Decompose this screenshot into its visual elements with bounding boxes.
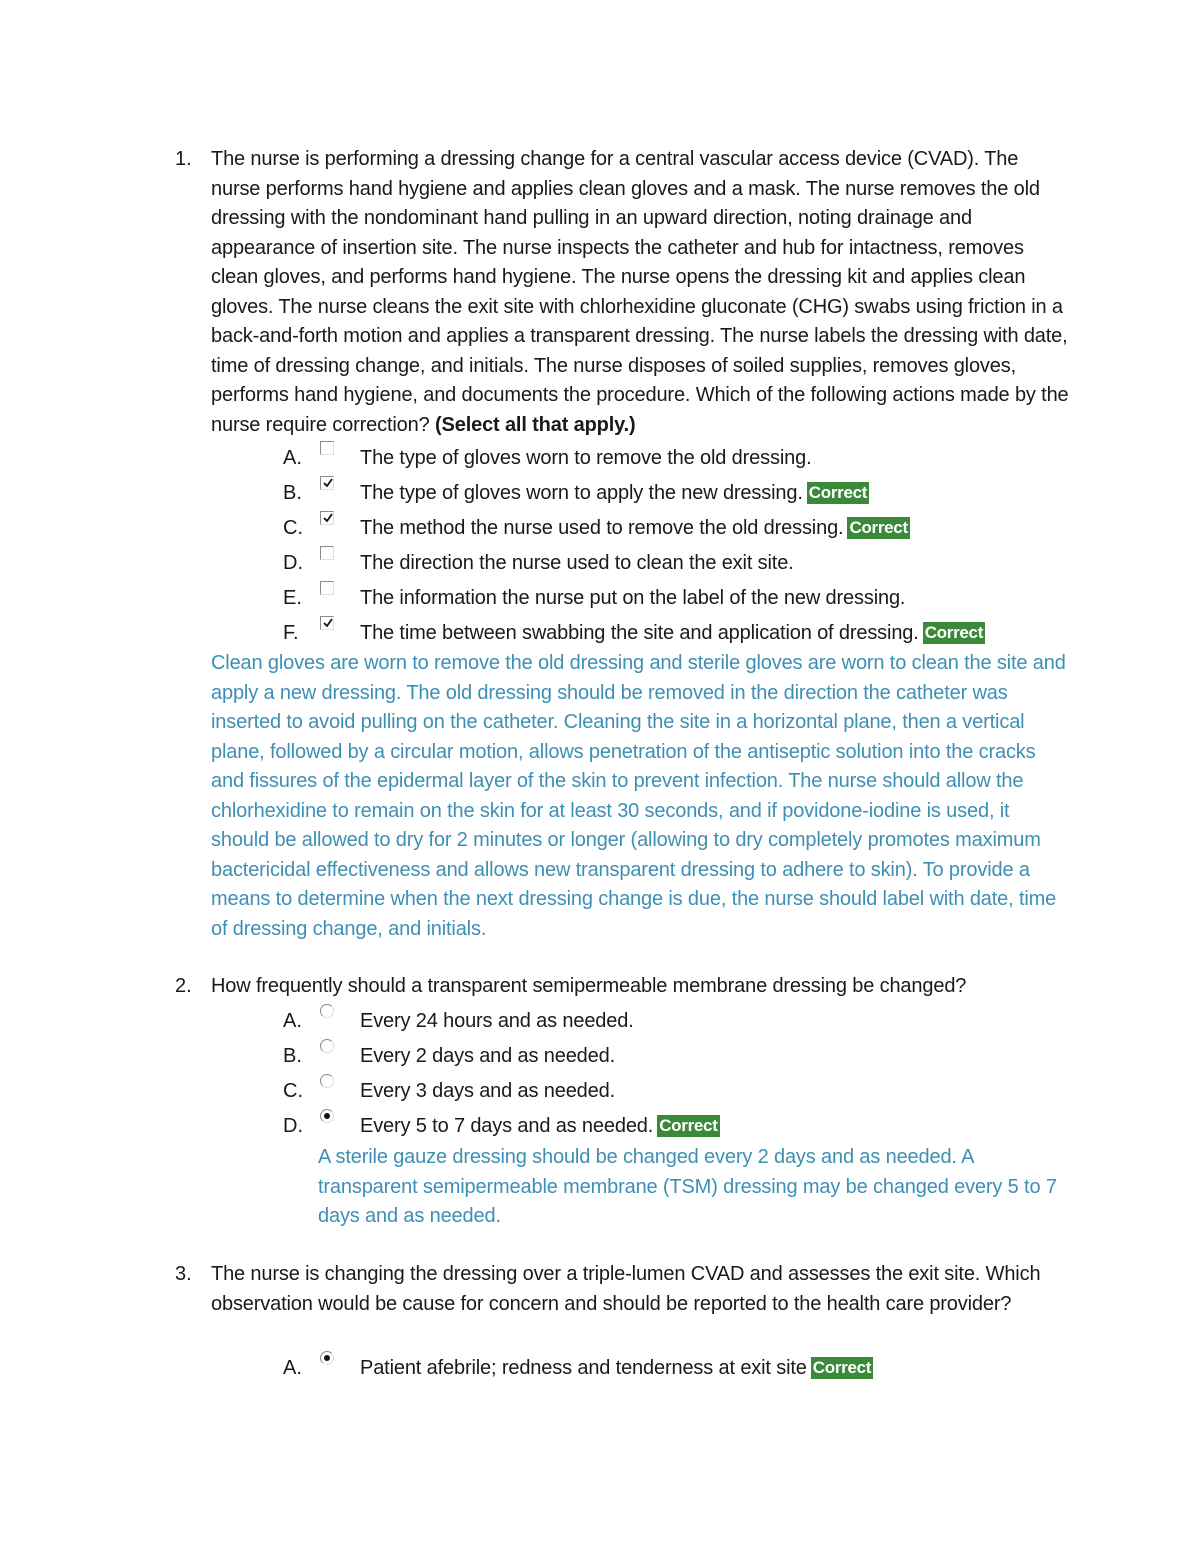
radio-selected[interactable] <box>320 1351 336 1367</box>
option-1c[interactable] <box>0 511 1200 546</box>
option-1a[interactable] <box>0 441 1200 476</box>
question-number: 3. <box>175 1263 192 1285</box>
correct-badge: Correct <box>808 483 868 502</box>
question-stem: The nurse is performing a dressing change for a central vascular access device (CVAD). The nurse performs hand hygiene and applies clean gloves and a mask. The nurse removes the old dressing with the nondominant hand pulling in an upward direction, noting drainage and appearance of insertion site. The nurse inspects the catheter and hub for intactness, removes clean gloves, and performs hand hygiene. The nurse opens the dressing kit and applies clean gloves. The nurse cleans the exit site with chlorhexidine gluconate (CHG) swabs using friction in a back-and-forth motion and applies a transparent dressing. The nurse labels the dressing with date, time of dressing change, and initials. The nurse disposes of soiled supplies, removes gloves, performs hand hygiene, and documents the procedure. Which of the following actions made by the nurse require correction? <box>211 148 1069 436</box>
option-text: The type of gloves worn to remove the old dressing. <box>360 447 812 469</box>
option-2b[interactable] <box>0 1039 1200 1074</box>
question-instruction: (Select all that apply.) <box>435 413 636 436</box>
option-2a[interactable] <box>0 1004 1200 1039</box>
option-1d[interactable] <box>0 546 1200 581</box>
option-text: Patient afebrile; redness and tenderness at exit site <box>360 1357 807 1379</box>
question-number: 1. <box>175 148 192 170</box>
radio-selected[interactable] <box>320 1109 336 1125</box>
option-letter: A. <box>283 1357 302 1379</box>
option-text: Every 24 hours and as needed. <box>360 1010 634 1032</box>
explanation-2: A sterile gauze dressing should be changed every 2 days and as needed. A transparent semipermeable membrane (TSM) dressing may be changed every 5 to 7 days and as needed. <box>318 1146 1057 1227</box>
question-text <box>211 145 1071 440</box>
correct-badge: Correct <box>812 1358 872 1377</box>
option-letter: C. <box>283 1080 303 1102</box>
question-text: How frequently should a transparent semipermeable membrane dressing be changed? <box>211 975 967 997</box>
option-1b[interactable] <box>0 476 1200 511</box>
option-3a[interactable] <box>0 1351 1200 1386</box>
checkbox-checked[interactable] <box>320 616 336 632</box>
radio-unselected[interactable] <box>320 1004 336 1020</box>
option-text: Every 3 days and as needed. <box>360 1080 616 1102</box>
option-text: The method the nurse used to remove the old dressing. <box>360 517 844 539</box>
correct-badge: Correct <box>924 623 984 642</box>
checkbox-unchecked[interactable] <box>320 581 336 597</box>
question-number: 2. <box>175 975 192 997</box>
radio-unselected[interactable] <box>320 1039 336 1055</box>
checkbox-checked[interactable] <box>320 511 336 527</box>
option-letter: C. <box>283 517 303 539</box>
checkbox-checked[interactable] <box>320 476 336 492</box>
option-letter: D. <box>283 1115 303 1137</box>
option-letter: F. <box>283 622 299 644</box>
correct-badge: Correct <box>659 1116 718 1135</box>
option-letter: D. <box>283 552 303 574</box>
option-text: The type of gloves worn to apply the new dressing. <box>360 482 803 504</box>
option-1f[interactable] <box>0 616 1200 651</box>
option-2c[interactable] <box>0 1074 1200 1109</box>
option-letter: B. <box>283 1045 302 1067</box>
option-2d[interactable] <box>0 1109 1200 1144</box>
option-text: Every 2 days and as needed. <box>360 1045 616 1067</box>
option-text: The direction the nurse used to clean the exit site. <box>360 552 794 574</box>
radio-unselected[interactable] <box>320 1074 336 1090</box>
option-letter: A. <box>283 1010 302 1032</box>
correct-badge: Correct <box>849 518 908 537</box>
explanation-1: Clean gloves are worn to remove the old dressing and sterile gloves are worn to clean the site and apply a new dressing. The old dressing should be removed in the direction the catheter was inserted to avoid pulling on the catheter. Cleaning the site in a horizontal plane, then a vertical plane, followed by a circular motion, allows penetration of the antiseptic solution into the cracks and fissures of the epidermal layer of the skin to prevent infection. The nurse should allow the chlorhexidine to remain on the skin for at least 30 seconds, and if povidone-iodine is used, it should be allowed to dry for 2 minutes or longer (allowing to dry completely promotes maximum bactericidal effectiveness and allows new transparent dressing to adhere to skin). To provide a means to determine when the next dressing change is due, the nurse should label with date, time of dressing change, and initials. <box>211 652 1066 940</box>
option-1e[interactable] <box>0 581 1200 616</box>
checkbox-unchecked[interactable] <box>320 546 336 562</box>
option-text: The time between swabbing the site and application of dressing. <box>360 622 919 644</box>
option-text: Every 5 to 7 days and as needed. <box>360 1115 654 1137</box>
option-letter: B. <box>283 482 302 504</box>
question-text: The nurse is changing the dressing over a triple-lumen CVAD and assesses the exit site. Which observation would be cause for concern and should be reported to the health care provider? <box>211 1263 1041 1315</box>
option-letter: A. <box>283 447 302 469</box>
option-text: The information the nurse put on the label of the new dressing. <box>360 587 906 609</box>
checkbox-unchecked[interactable] <box>320 441 336 457</box>
option-letter: E. <box>283 587 302 609</box>
